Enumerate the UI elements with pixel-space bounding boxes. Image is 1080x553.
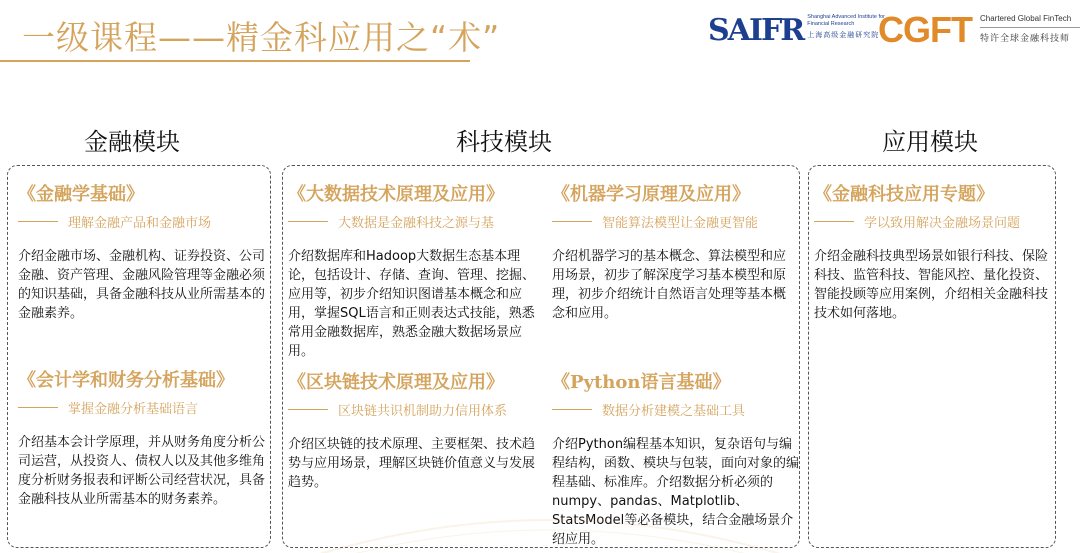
section-subtitle: 智能算法模型让金融更智能 xyxy=(552,212,790,231)
saifr-logo-mark: SAIFR xyxy=(708,13,804,48)
section-body: 介绍金融科技典型场景如银行科技、保险科技、监管科技、智能风控、量化投资、智能投顾等应用案例，介绍相关金融科技技术如何落地。 xyxy=(814,249,1049,321)
section-title: 《金融科技应用专题》 xyxy=(814,184,994,205)
section-finance-basics xyxy=(18,180,266,323)
section-accounting xyxy=(18,366,266,509)
section-body: 介绍机器学习的基本概念、算法模型和应用场景，初步了解深度学习基本模型和原理，初步介绍统计自然语言处理等基本概念和应用。 xyxy=(552,249,787,321)
saifr-logo xyxy=(708,14,897,50)
column-heading-finance: 金融模块 xyxy=(84,128,180,156)
section-title: 《会计学和财务分析基础》 xyxy=(18,370,234,391)
section-title: 《机器学习原理及应用》 xyxy=(552,184,750,205)
title-underline xyxy=(0,60,470,62)
section-subtitle: 大数据是金融科技之源与基 xyxy=(288,212,538,231)
decorative-watermark xyxy=(300,500,800,553)
section-blockchain xyxy=(288,368,538,492)
cgft-logo-mark: CGFT xyxy=(878,9,972,50)
saifr-logo-english: Shanghai Advanced Institute for Financial Research xyxy=(807,14,885,27)
section-title: 《Python语言基础》 xyxy=(552,372,731,393)
cgft-logo-divider xyxy=(980,27,1080,28)
cgft-logo-english: Chartered Global FinTech xyxy=(979,14,1072,23)
section-subtitle: 理解金融产品和金融市场 xyxy=(18,212,266,231)
section-subtitle: 掌握金融分析基础语言 xyxy=(18,398,266,417)
page-title: 一级课程——精金科应用之“术” xyxy=(22,18,501,57)
section-title: 《区块链技术原理及应用》 xyxy=(288,372,504,393)
column-heading-tech: 科技模块 xyxy=(456,128,552,156)
cgft-logo-chinese: 特许全球金融科技师 xyxy=(979,34,1070,44)
section-bigdata xyxy=(288,180,538,361)
section-body: 介绍金融市场、金融机构、证券投资、公司金融、资产管理、金融风险管理等金融必须的知识基础，具备金融科技从业所需基本的金融素养。 xyxy=(18,249,266,321)
section-body: 介绍区块链的技术原理、主要框架、技术趋势与应用场景，理解区块链价值意义与发展趋势。 xyxy=(288,437,536,490)
column-heading-application: 应用模块 xyxy=(882,128,978,156)
section-subtitle: 区块链共识机制助力信用体系 xyxy=(288,400,538,419)
section-title: 《大数据技术原理及应用》 xyxy=(288,184,504,205)
section-body: 介绍Python编程基本知识，复杂语句与编程结构，函数、模块与包装，面向对象的编程基础、标准库。介绍数据分析必须的numpy、pandas、Matplotlib、StatsModel等必备模块，结合金融场景介绍应用。 xyxy=(552,437,800,547)
section-fintech-app xyxy=(814,180,1050,323)
section-subtitle: 学以致用解决金融场景问题 xyxy=(814,212,1050,231)
section-body: 介绍基本会计学原理，并从财务角度分析公司运营，从投资人、债权人以及其他多维角度分析财务报表和评断公司经营状况，具备金融科技从业所需基本的财务素养。 xyxy=(18,435,266,507)
section-subtitle: 数据分析建模之基础工具 xyxy=(552,400,800,419)
section-title: 《金融学基础》 xyxy=(18,184,144,205)
cgft-logo xyxy=(878,10,1080,50)
section-body: 介绍数据库和Hadoop大数据生态基本理论，包括设计、存储、查询、管理、挖掘、应用等，初步介绍知识图谱基本概念和应用，掌握SQL语言和正则表达式技能，熟悉常用金融数据库，熟悉金融大数据场景应用。 xyxy=(288,249,536,359)
section-ml xyxy=(552,180,790,323)
saifr-logo-chinese: 上海高级金融研究院 xyxy=(807,31,880,39)
